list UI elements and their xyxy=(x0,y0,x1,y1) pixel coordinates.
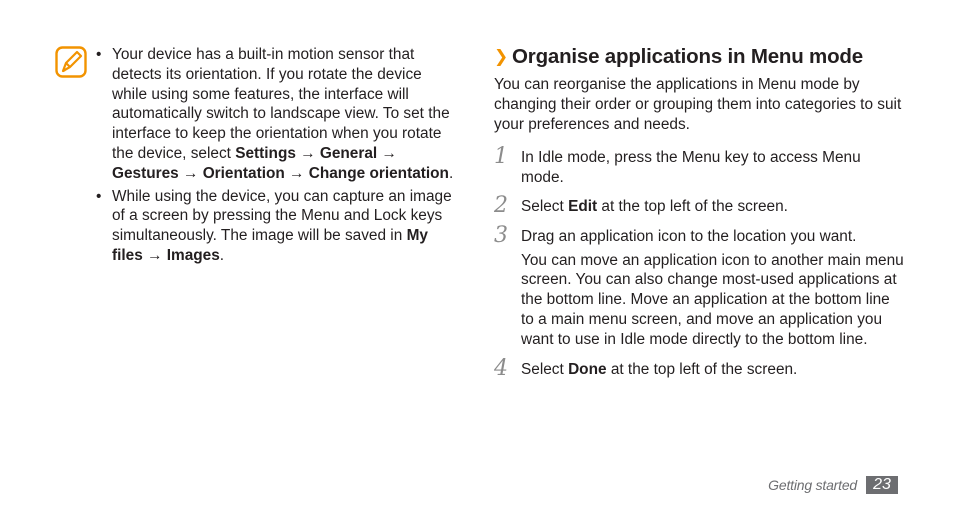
step-text: In Idle mode, press the Menu key to access Menu mode. xyxy=(521,149,861,187)
arrow: → xyxy=(142,246,167,264)
arrow: → xyxy=(284,164,309,182)
section xyxy=(494,44,904,379)
step-bold: Done xyxy=(568,360,607,378)
step-item xyxy=(494,144,904,188)
page-footer xyxy=(768,476,898,494)
arrow: → xyxy=(295,144,320,162)
step-text: Select xyxy=(521,360,569,378)
step-number: 2 xyxy=(494,192,508,218)
menu-path-general: General xyxy=(319,144,378,162)
section-title: Organise applications in Menu mode xyxy=(512,45,863,68)
bullet-dot: • xyxy=(96,187,102,205)
menu-path-change-orientation: Change orientation xyxy=(308,164,449,182)
step-text: at the top left of the screen. xyxy=(606,360,798,378)
note-pencil-icon xyxy=(55,46,87,78)
note-bullet xyxy=(96,187,458,266)
step-text: at the top left of the screen. xyxy=(597,197,788,215)
step-number: 3 xyxy=(494,222,508,248)
section-heading xyxy=(494,44,904,71)
period: . xyxy=(219,246,225,264)
page-number: 23 xyxy=(866,476,898,494)
step-item xyxy=(494,222,904,248)
section-intro: You can reorganise the applications in Menu mode by changing their order or grouping them into categories to suit your preferences and needs. xyxy=(494,76,902,133)
arrow: → xyxy=(377,144,397,162)
menu-path-images: Images xyxy=(166,246,220,264)
step-bold: Edit xyxy=(568,197,598,215)
note-text: While using the device, you can capture an image of a screen by pressing the Menu and Lock keys simultaneously. The image will be saved in xyxy=(112,187,452,245)
step-text: Drag an application icon to the location you want. xyxy=(521,227,857,245)
chapter-label: Getting started xyxy=(768,477,857,493)
period: . xyxy=(448,164,454,182)
step-item xyxy=(494,355,904,381)
bullet-dot: • xyxy=(96,46,102,63)
menu-path-my-files: My files xyxy=(112,227,428,264)
step-number: 1 xyxy=(494,144,508,170)
step-text: Select xyxy=(521,197,569,215)
chevron-right-icon: ❯ xyxy=(494,47,509,66)
step-item xyxy=(494,192,904,218)
note-text: Your device has a built-in motion sensor that detects its orientation. If you rotate the device while using some features, the interface will automatically switch to landscape view. To set the interface to keep the orientation when you rotate the device, select xyxy=(112,46,450,162)
menu-path-orientation: Orientation xyxy=(202,164,285,182)
menu-path-gestures: Gestures xyxy=(112,164,179,182)
arrow: → xyxy=(178,164,203,182)
step-detail: You can move an application icon to another main menu screen. You can also change most-used applications at the bottom line. Move an application at the bottom line to a main menu screen, and move an application you want to use in Idle mode directly to the bottom line. xyxy=(521,251,904,348)
menu-path-settings: Settings xyxy=(235,144,296,162)
note-list xyxy=(96,45,458,266)
note-bullet xyxy=(96,45,458,184)
step-number: 4 xyxy=(494,355,508,381)
